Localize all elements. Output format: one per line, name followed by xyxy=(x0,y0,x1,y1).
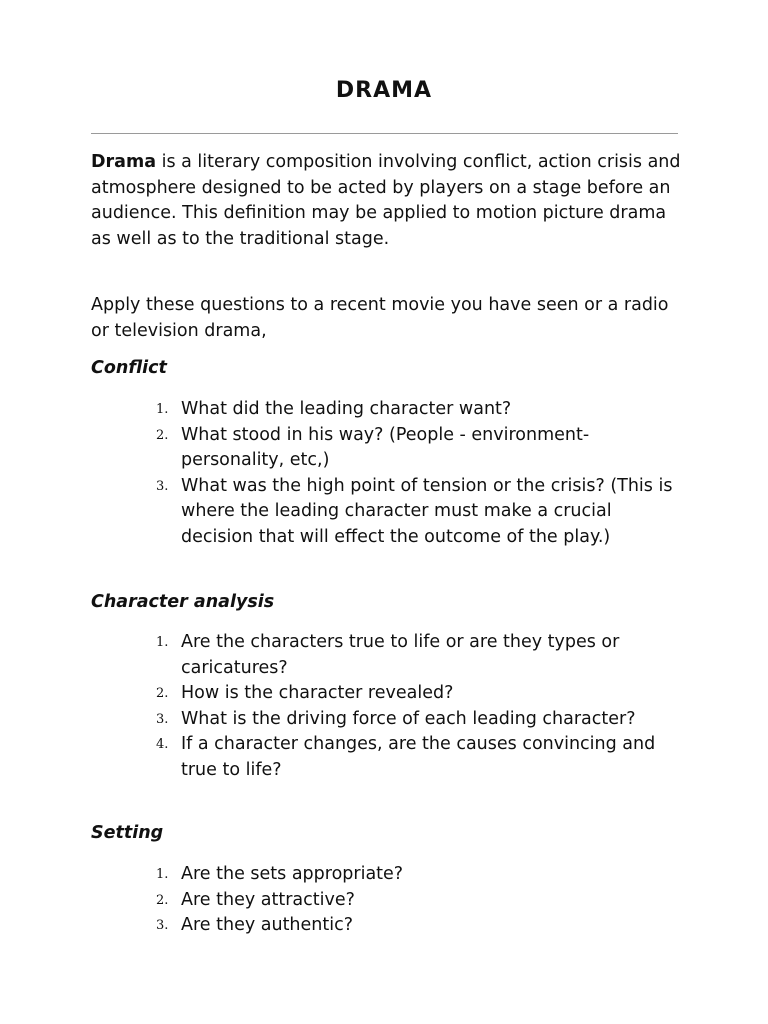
list-item-text: What stood in his way? (People - environment- personality, etc,) xyxy=(181,424,590,470)
list-item-number: 2. xyxy=(156,892,169,908)
list-item-text: Are the characters true to life or are they types or caricatures? xyxy=(181,632,620,678)
list-item xyxy=(156,888,681,914)
list-item-text: What did the leading character want? xyxy=(181,399,512,419)
intro-term: Drama xyxy=(91,152,157,172)
instruction-paragraph: Apply these questions to a recent movie you have seen or a radio or television drama, xyxy=(91,295,669,341)
list-item-number: 1. xyxy=(156,867,169,882)
list-item-text: Are they attractive? xyxy=(181,889,355,910)
list-item-text: Are they authentic? xyxy=(181,915,354,935)
list-item-number: 1. xyxy=(156,402,169,417)
list-item-number: 2. xyxy=(156,686,169,701)
list-item-number: 4. xyxy=(156,737,169,752)
list-item xyxy=(156,474,681,551)
list-item-number: 2. xyxy=(156,427,169,443)
list-item xyxy=(156,862,681,888)
title-divider xyxy=(91,133,678,134)
list-item-number: 3. xyxy=(156,918,169,933)
list-item-text: If a character changes, are the causes convincing and true to life? xyxy=(181,734,656,780)
question-list-setting xyxy=(156,862,681,939)
section-heading-setting: Setting xyxy=(91,823,164,843)
list-item xyxy=(156,707,681,733)
list-item-text: What is the driving force of each leading character? xyxy=(181,708,636,729)
list-item xyxy=(156,681,681,707)
intro-paragraph xyxy=(91,150,691,252)
list-item-text: How is the character revealed? xyxy=(181,683,454,703)
list-item-number: 3. xyxy=(156,478,169,494)
list-item xyxy=(156,397,681,423)
list-item xyxy=(156,423,681,474)
list-item xyxy=(156,732,681,783)
list-item xyxy=(156,913,681,939)
list-item-number: 3. xyxy=(156,711,169,727)
list-item-text: What was the high point of tension or the crisis? (This is where the leading character must make a crucial decision that will effect the outcome of the play.) xyxy=(181,475,673,547)
list-item xyxy=(156,630,681,681)
list-item-text: Are the sets appropriate? xyxy=(181,864,404,884)
question-list-character-analysis xyxy=(156,630,681,783)
section-heading-conflict: Conflict xyxy=(91,358,167,378)
question-list-conflict xyxy=(156,397,681,550)
list-item-number: 1. xyxy=(156,635,169,650)
document-title: DRAMA xyxy=(335,78,433,103)
section-heading-character-analysis: Character analysis xyxy=(91,592,275,612)
intro-text: is a literary composition involving conflict, action crisis and atmosphere designed to be acted by players on a stage before an audience. This definition may be applied to motion picture drama as well as to the traditional stage. xyxy=(91,152,681,249)
